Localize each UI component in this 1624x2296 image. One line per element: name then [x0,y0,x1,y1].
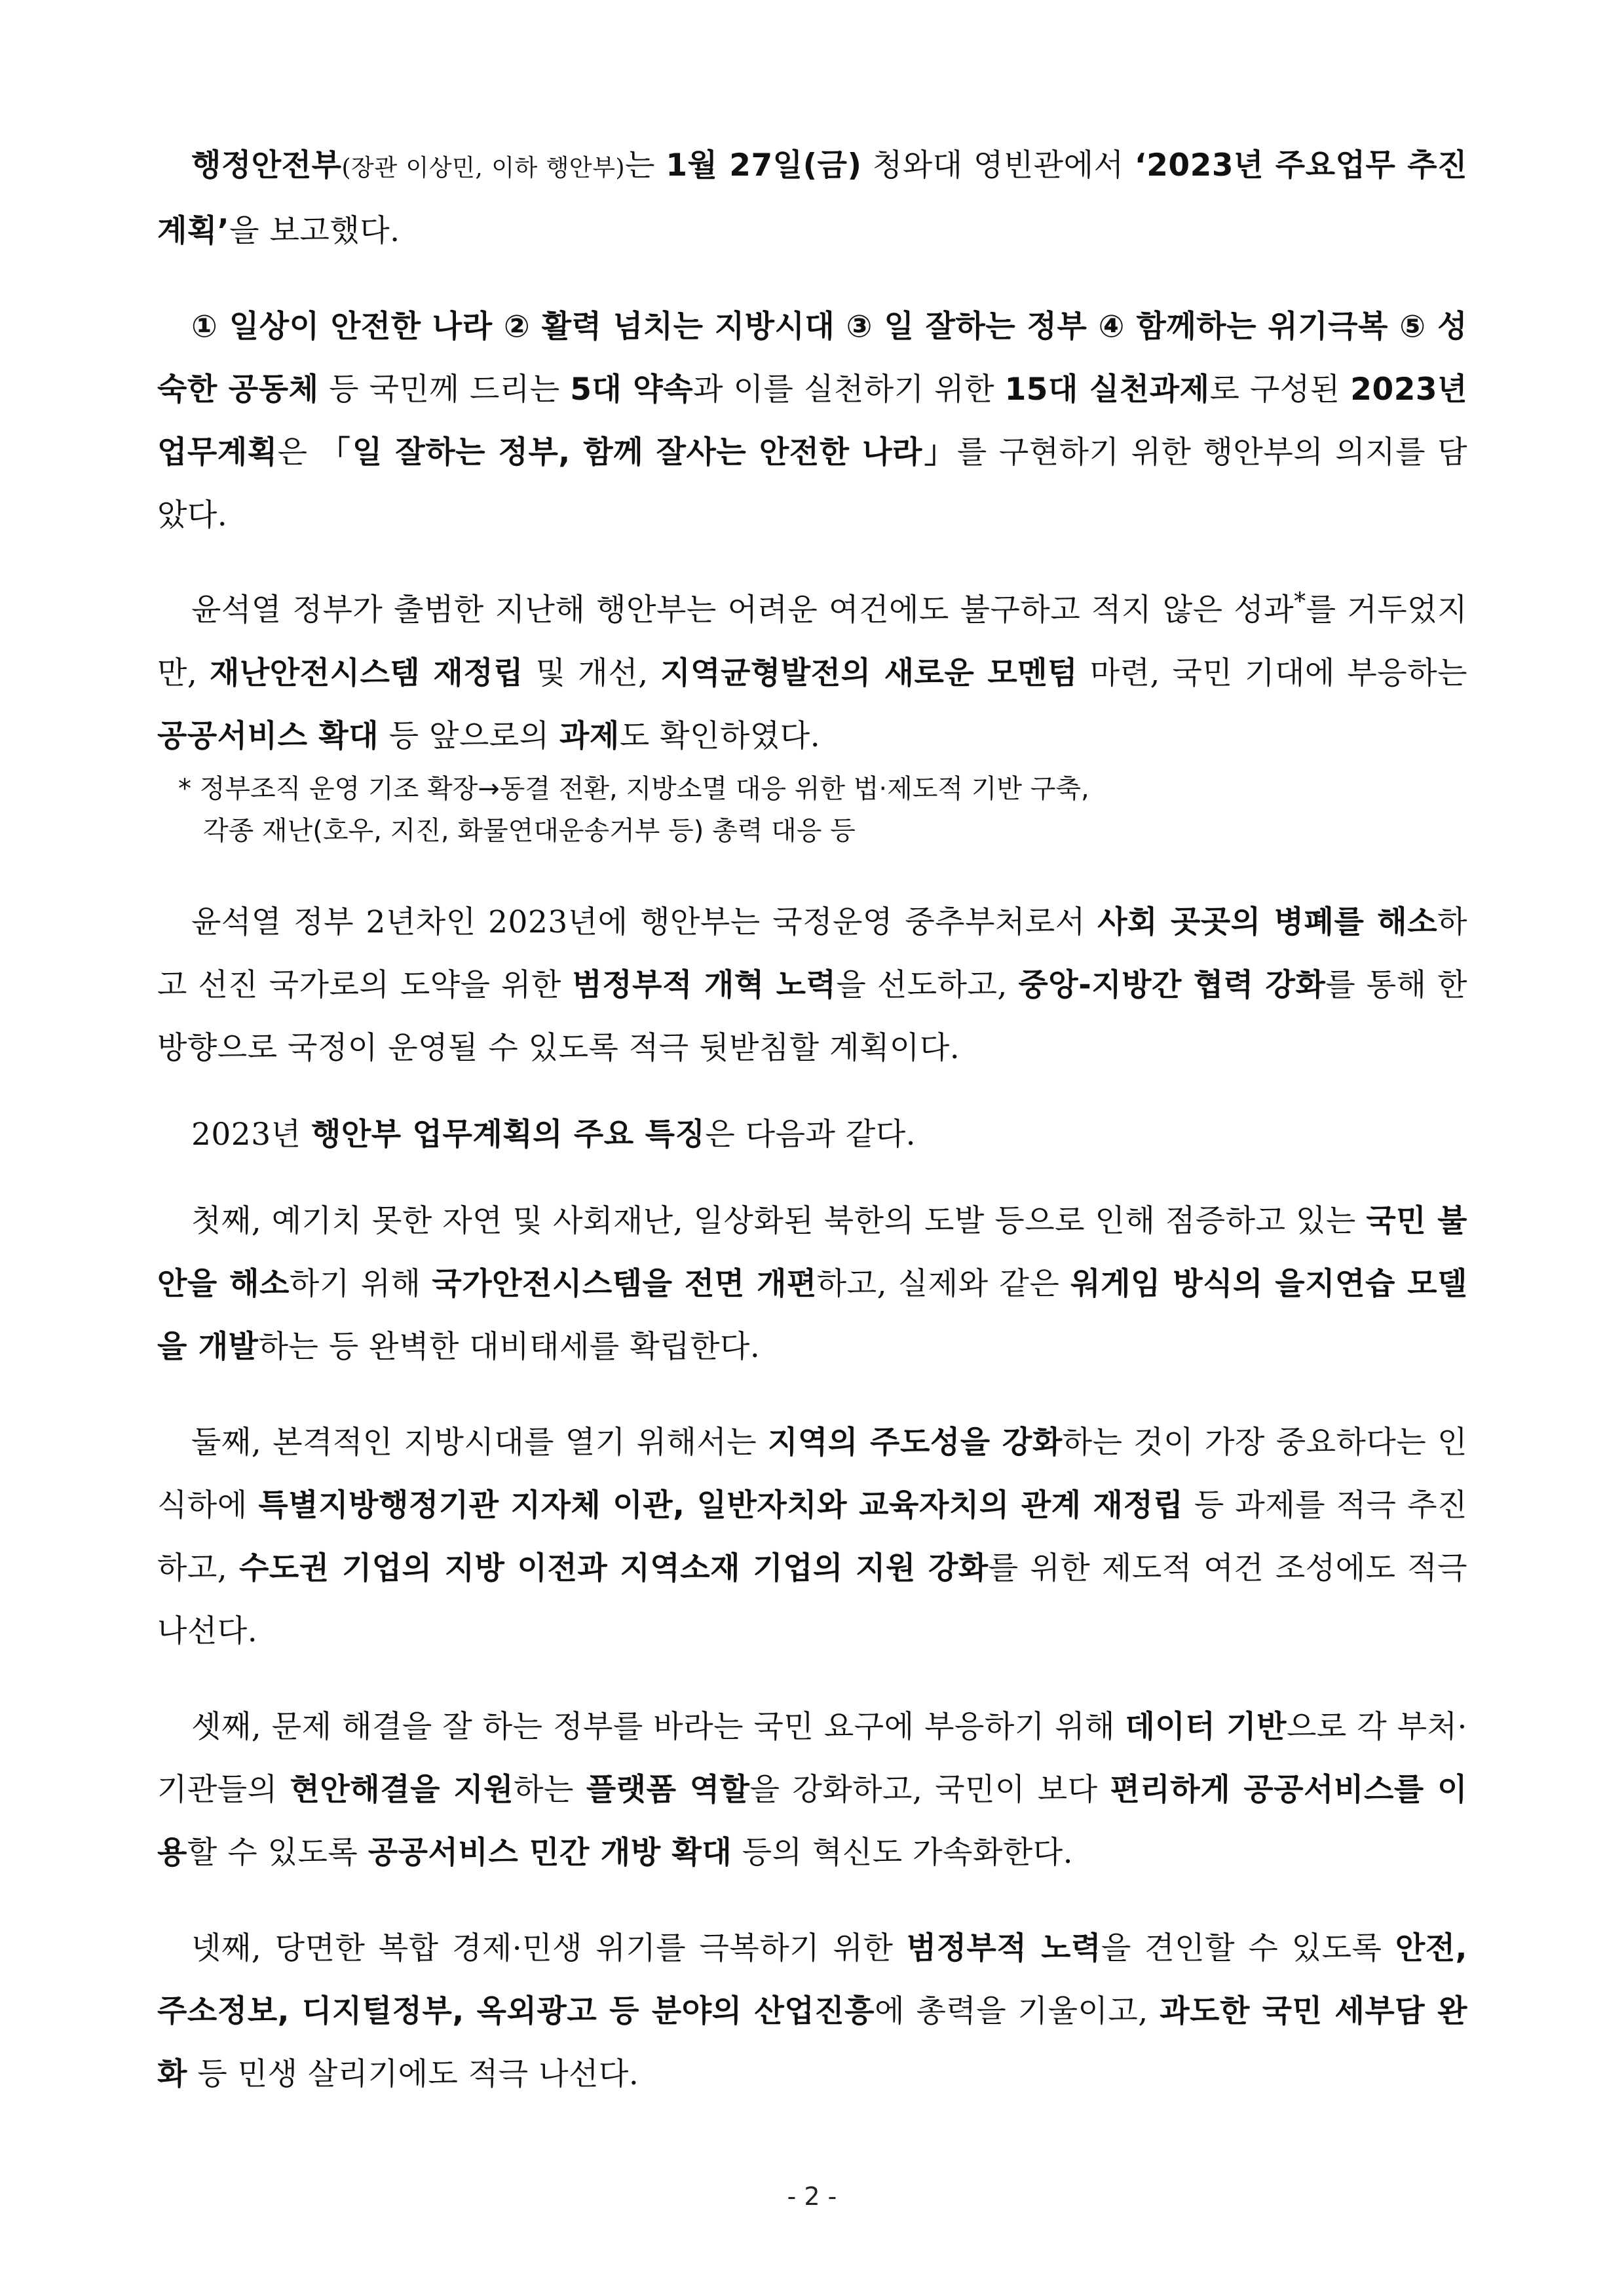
footnote-line-1: * 정부조직 운영 기조 확장→동결 전환, 지방소멸 대응 위한 법·제도적 기반 구축, [178,773,1089,804]
paragraph-plan: 윤석열 정부 2년차인 2023년에 행안부는 국정운영 중추부처로서 사회 곳곳의 병폐를 해소하고 선진 국가로의 도약을 위한 범정부적 개혁 노력을 선도하고, 중앙-지방간 협력 강화를 통해 한 방향으로 국정이 운영될 수 있도록 적극 뒷받침할 계획이다. [157,904,1467,1066]
document-body [157,134,1467,2106]
paragraph-second: 둘째, 본격적인 지방시대를 열기 위해서는 지역의 주도성을 강화하는 것이 가장 중요하다는 인식하에 특별지방행정기관 지자체 이관, 일반자치와 교육자치의 관계 재정립 등 과제를 적극 추진하고, 수도권 기업의 지방 이전과 지역소재 기업의 지원 강화를 위한 제도적 여건 조성에도 적극 나선다. [157,1424,1468,1649]
paragraph-first: 첫째, 예기치 못한 자연 및 사회재난, 일상화된 북한의 도발 등으로 인해 점증하고 있는 국민 불안을 해소하기 위해 국가안전시스템을 전면 개편하고, 실제와 같은 워게임 방식의 을지연습 모델을 개발하는 등 완벽한 대비태세를 확립한다. [157,1202,1467,1365]
paragraph-fourth: 넷째, 당면한 복합 경제·민생 위기를 극복하기 위한 범정부적 노력을 견인할 수 있도록 안전, 주소정보, 디지털정부, 옥외광고 등 분야의 산업진흥에 총력을 기울이고, 과도한 국민 세부담 완화 등 민생 살리기에도 적극 나선다. [157,1930,1468,2092]
paragraph-five-promises: ① 일상이 안전한 나라 ② 활력 넘치는 지방시대 ③ 일 잘하는 정부 ④ 함께하는 위기극복 ⑤ 성숙한 공동체 등 국민께 드리는 5대 약속과 이를 실천하기 위한 15대 실천과제로 구성된 2023년 업무계획은 「일 잘하는 정부, 함께 잘사는 안전한 나라」를 구현하기 위한 행안부의 의지를 담았다. [157,309,1468,533]
footnote [157,768,1467,852]
page-number: - 2 - [787,2182,837,2211]
paragraph-intro: 행정안전부(장관 이상민, 이하 행안부)는 1월 27일(금) 청와대 영빈관에서 ‘2023년 주요업무 추진계획’을 보고했다. [157,147,1468,249]
footnote-marker: * [1294,588,1306,615]
paragraph-third: 셋째, 문제 해결을 잘 하는 정부를 바라는 국민 요구에 부응하기 위해 데이터 기반으로 각 부처·기관들의 현안해결을 지원하는 플랫폼 역할을 강화하고, 국민이 보다 편리하게 공공서비스를 이용할 수 있도록 공공서비스 민간 개방 확대 등의 혁신도 가속화한다. [157,1708,1467,1871]
paragraph-last-year: 윤석열 정부가 출범한 지난해 행안부는 어려운 여건에도 불구하고 적지 않은 성과*를 거두었지만, 재난안전시스템 재정립 및 개선, 지역균형발전의 새로운 모멘텀 마련, 국민 기대에 부응하는 공공서비스 확대 등 앞으로의 과제도 확인하였다. [157,588,1468,754]
footnote-line-2: 각종 재난(호우, 지진, 화물연대운송거부 등) 총력 대응 등 [203,815,856,846]
paragraph-features-intro: 2023년 행안부 업무계획의 주요 특징은 다음과 같다. [191,1116,916,1153]
